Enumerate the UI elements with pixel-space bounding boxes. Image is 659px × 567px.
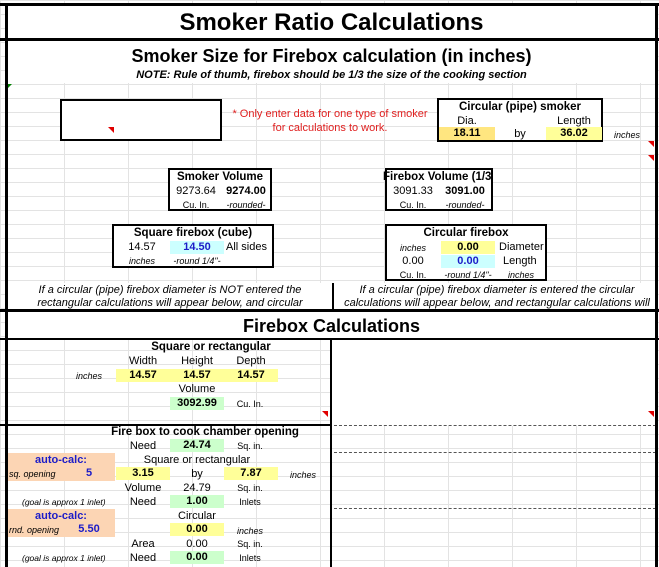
firebox-volume-rounded-label: -rounded-	[445, 200, 485, 210]
subtitle: Smoker Size for Firebox calculation (in inches)	[131, 46, 532, 66]
dia-value: 18.11	[453, 127, 481, 139]
dia-label: Dia.	[457, 115, 477, 127]
warning-line-2: for calculations to work.	[272, 122, 388, 134]
comment-indicator	[648, 411, 654, 417]
circular-firebox-header: Circular firebox	[423, 227, 509, 239]
volume-label: Volume	[178, 383, 216, 395]
warning-line-1: * Only enter data for one type of smoker	[232, 108, 428, 120]
firebox-volume-unit: Cu. In.	[399, 200, 427, 210]
goal-note-2: (goal is approx 1 inlet)	[22, 553, 106, 563]
firebox-volume-raw: 3091.33	[393, 185, 433, 197]
inlets2-value: 0.00	[186, 551, 208, 563]
comment-indicator	[108, 127, 114, 133]
smoker-volume-header: Smoker Volume	[176, 171, 264, 183]
need-inlets-label: Need	[129, 496, 157, 508]
note-right-line-2: calculations will appear below, and rectangular calculations will	[344, 297, 650, 309]
inlets2-label: Inlets	[239, 553, 261, 563]
need-inlets2-label: Need	[129, 552, 157, 564]
opening-need-unit: Sq. in.	[237, 441, 263, 451]
height-value: 14.57	[183, 369, 211, 381]
firebox-volume-rounded: 3091.00	[445, 185, 485, 197]
length-value: 36.02	[560, 127, 588, 139]
depth-value: 14.57	[237, 369, 265, 381]
goal-note-1: (goal is approx 1 inlet)	[22, 497, 106, 507]
circular-firebox-length-raw: 0.00	[402, 255, 424, 267]
inlets1-label: Inlets	[239, 497, 261, 507]
right-panel-empty	[332, 340, 656, 426]
height-label: Height	[181, 355, 213, 367]
autocalc-sq-label: auto-calc:	[35, 454, 87, 466]
smoker-volume-rounded: 9274.00	[226, 185, 266, 197]
data-input-box[interactable]	[60, 99, 222, 141]
smoker-volume-unit: Cu. In.	[182, 200, 210, 210]
dims-unit: inches	[76, 371, 103, 381]
circular-firebox-diameter-label: Diameter	[499, 241, 544, 253]
right-dashed-line	[334, 425, 656, 426]
opening-volume-value: 24.79	[183, 482, 211, 494]
area-label: Area	[131, 538, 155, 550]
square-firebox-header: Square firebox (cube)	[133, 227, 253, 239]
circular-firebox-round-label: -round 1/4"-	[444, 270, 492, 280]
circular-firebox-length-label: Length	[503, 255, 537, 267]
circular-firebox-diameter-value: 0.00	[457, 241, 479, 253]
note-left-line-2: rectangular calculations will appear below, and circular	[37, 297, 303, 309]
autocalc-rnd-label: auto-calc:	[35, 510, 87, 522]
right-frame	[655, 3, 658, 567]
opening-volume-unit: Sq. in.	[237, 483, 263, 493]
top-frame	[0, 3, 659, 6]
sq-opening-label: sq. opening	[9, 469, 56, 479]
comment-indicator	[322, 411, 328, 417]
smoker-volume-raw: 9273.64	[176, 185, 216, 197]
sq-opening-value[interactable]: 5	[85, 467, 93, 479]
circular-firebox-cu-label: Cu. In.	[399, 270, 427, 280]
circ-value: 0.00	[186, 523, 208, 535]
smoker-unit: inches	[614, 130, 641, 140]
length-label: Length	[557, 115, 591, 127]
rule-of-thumb-note: NOTE: Rule of thumb, firebox should be 1/3 the size of the cooking section	[136, 69, 527, 81]
right-dashed-line	[334, 508, 656, 509]
dim2-value: 7.87	[240, 467, 262, 479]
volume-unit: Cu. In.	[236, 399, 264, 409]
note-left-line-1: If a circular (pipe) firebox diameter is NOT entered the	[38, 284, 302, 296]
square-firebox-suffix: All sides	[226, 241, 267, 253]
square-firebox-unit: inches	[128, 256, 155, 266]
rnd-opening-label: rnd. opening	[9, 525, 60, 535]
circular-smoker-header: Circular (pipe) smoker	[458, 101, 582, 113]
opening-header: Fire box to cook chamber opening	[111, 426, 299, 438]
dim1-value: 3.15	[132, 467, 154, 479]
firebox-calcs-header: Firebox Calculations	[242, 316, 421, 336]
depth-label: Depth	[236, 355, 266, 367]
square-firebox-round-label: -round 1/4"-	[173, 256, 221, 266]
area-value: 0.00	[186, 538, 208, 550]
area-unit: Sq. in.	[237, 539, 263, 549]
width-label: Width	[128, 355, 158, 367]
square-firebox-rounded: 14.50	[183, 241, 211, 253]
opening-need-label: Need	[129, 440, 157, 452]
firebox-volume-header: Firebox Volume (1/3	[383, 171, 492, 183]
volume-value: 3092.99	[177, 397, 217, 409]
comment-indicator	[648, 141, 654, 147]
left-frame	[5, 3, 8, 567]
comment-indicator	[648, 155, 654, 161]
note-right-line-1: If a circular (pipe) firebox diameter is entered the circular	[359, 284, 635, 296]
page-title: Smoker Ratio Calculations	[179, 9, 484, 36]
opening-need-value: 24.74	[183, 439, 211, 451]
dim-by-label: by	[191, 468, 203, 480]
sq-rect-header: Square or rectangular	[151, 341, 271, 353]
inlets1-value: 1.00	[186, 495, 208, 507]
square-firebox-raw: 14.57	[128, 241, 156, 253]
width-value: 14.57	[129, 369, 157, 381]
circular-firebox-unit-label: inches	[399, 243, 426, 253]
notes-divider	[332, 283, 334, 309]
opening-volume-label: Volume	[124, 482, 162, 494]
dim-unit: inches	[290, 470, 317, 480]
sq-rect-label: Square or rectangular	[143, 454, 251, 466]
circular-label: Circular	[178, 510, 216, 522]
rnd-opening-value[interactable]: 5.50	[78, 523, 100, 535]
circular-firebox-unit2: inches	[507, 270, 534, 280]
smoker-volume-rounded-label: -rounded-	[226, 200, 266, 210]
circular-firebox-length-value: 0.00	[457, 255, 479, 267]
by-label: by	[514, 128, 526, 140]
right-dashed-line	[334, 452, 656, 453]
circ-unit: inches	[236, 526, 263, 536]
